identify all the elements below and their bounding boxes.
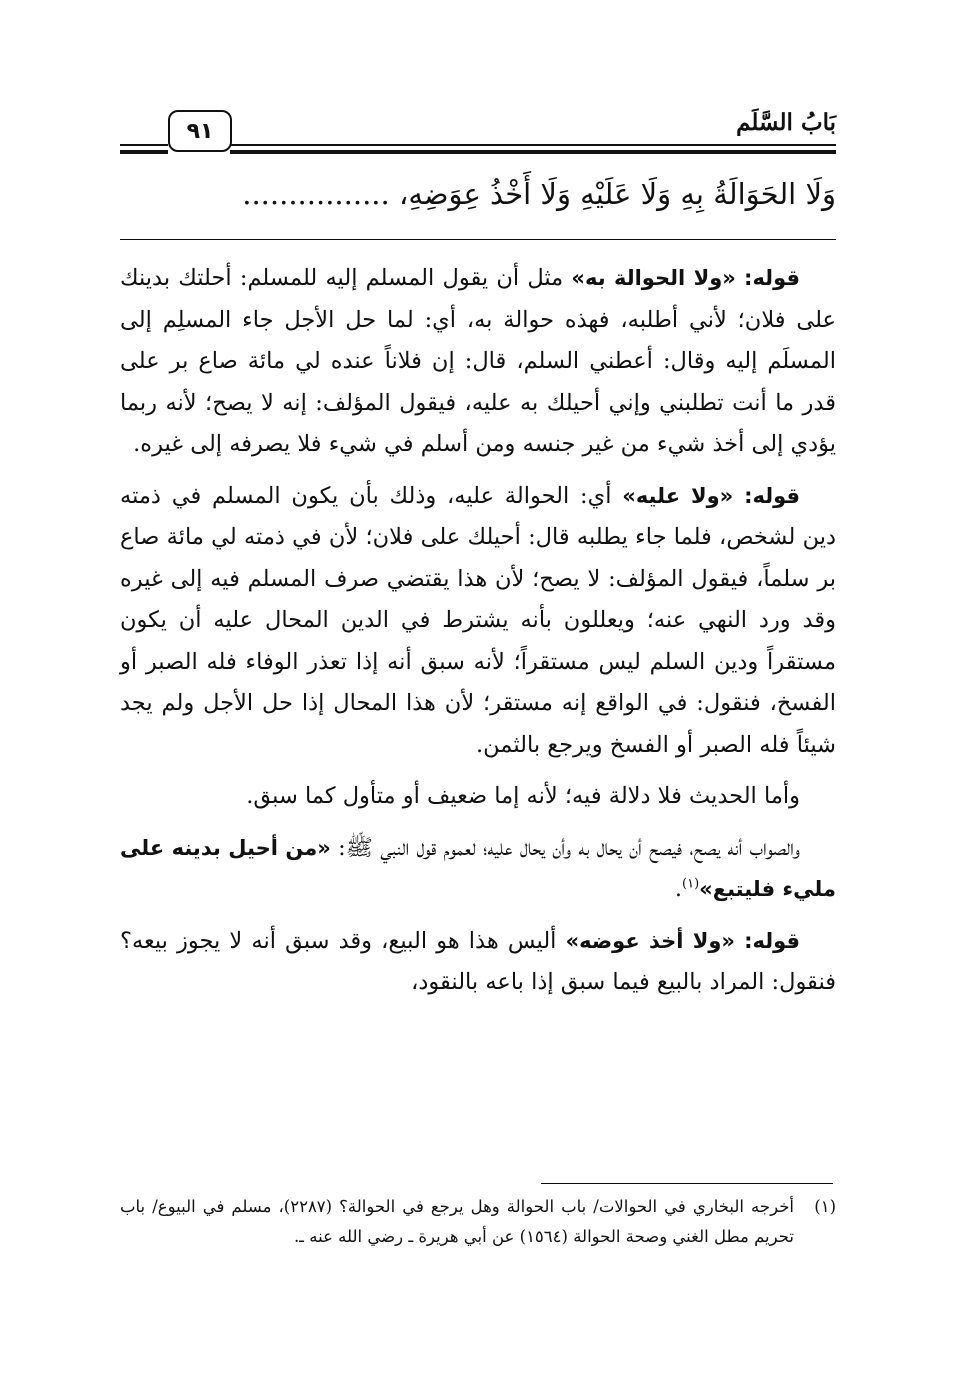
paragraph-text: مثل أن يقول المسلم إليه للمسلم: أحلتك بدينك على فلان؛ لأني أطلبه، فهذه حوالة به، أي: لما حل الأجل جاء المسلِم إلى المسلَم إليه وقال: أعطني السلم، قال: إن فلاناً عنده لي مائة صاع بر على قدر ما أنت تطلبني وإني أحيلك به عليه، فيقول المؤلف: إنه لا يصح؛ لأنه ربما يؤدي إلى أخذ شيء من غير جنسه ومن أسلم في شيء فلا يصرفه إلى غيره. <box>120 265 836 457</box>
paragraph-text-end: . <box>674 876 683 902</box>
keyword-qawluh: قوله: <box>744 266 800 290</box>
footnote-number: (١) <box>814 1197 836 1216</box>
paragraph-5 <box>120 921 836 1004</box>
paragraph-3 <box>120 776 836 818</box>
matn-quote: «ولا أخذ عوضه» <box>565 928 735 953</box>
paragraph-2 <box>120 476 836 767</box>
header-rule <box>230 144 836 146</box>
matn-separator <box>120 239 836 240</box>
paragraph-4 <box>120 828 836 911</box>
paragraph-1 <box>120 258 836 466</box>
header-rule-left-thick <box>120 150 168 154</box>
paragraph-text: أليس هذا هو البيع، وقد سبق أنه لا يجوز بيعه؟ فنقول: المراد بالبيع فيما سبق إذا باعه بالنقود، <box>120 927 836 995</box>
page-header <box>120 108 836 152</box>
keyword-qawluh: قوله: <box>744 928 801 953</box>
matn-quote: «ولا الحوالة به» <box>571 266 736 290</box>
matn-quote: «ولا عليه» <box>622 483 734 508</box>
paragraph-text: والصواب أنه يصح، فيصح أن يحال به وأن يحال عليه؛ لعموم قول النبي ﷺ: <box>330 834 800 861</box>
footnote-separator <box>541 1183 833 1184</box>
footnote-1 <box>120 1192 836 1252</box>
header-rule-left <box>120 144 168 146</box>
chapter-title: بَابُ السَّلَم <box>736 109 836 136</box>
paragraph-text: أي: الحوالة عليه، وذلك بأن يكون المسلم في ذمته دين لشخص، فلما جاء يطلبه قال: أحيلك على فلان؛ لأن في ذمته لي مائة صاع بر سلماً، فيقول المؤلف: لا يصح؛ لأن هذا يقتضي صرف المسلم فيه إلى غيره وقد ورد النهي عنه؛ ويعللون بأنه يشترط في الدين المحال عليه أن يكون مستقراً ودين السلم ليس مستقراً؛ لأنه سبق أنه إذا تعذر الوفاء فله الصبر أو الفسخ، فنقول: في الواقع إنه مستقر؛ لأن هذا المحال إذا حل الأجل ولم يجد شيئاً فله الصبر أو الفسخ ويرجع بالثمن. <box>120 482 836 758</box>
page-number: ٩١ <box>168 110 232 152</box>
commentary <box>120 258 836 1014</box>
footnote-text: أخرجه البخاري في الحوالات/ باب الحوالة وهل يرجع في الحوالة؟ (٢٢٨٧)، مسلم في البيوع/ باب تحريم مطل الغني وصحة الحوالة (١٥٦٤) عن أبي هريرة ـ رضي الله عنه ـ. <box>120 1197 794 1246</box>
matn-text: وَلَا الحَوَالَةُ بِهِ وَلَا عَلَيْهِ وَلَا أَخْذُ عِوَضِهِ، ................ <box>242 177 836 211</box>
paragraph-text: وأما الحديث فلا دلالة فيه؛ لأنه إما ضعيف أو متأول كما سبق. <box>246 783 800 809</box>
footnote-reference[interactable]: (١) <box>682 876 700 892</box>
header-rule-thick <box>230 150 836 154</box>
hadith-quote: «من أحيل بدينه على مليء فليتبع» <box>120 835 836 901</box>
keyword-qawluh: قوله: <box>744 483 801 508</box>
